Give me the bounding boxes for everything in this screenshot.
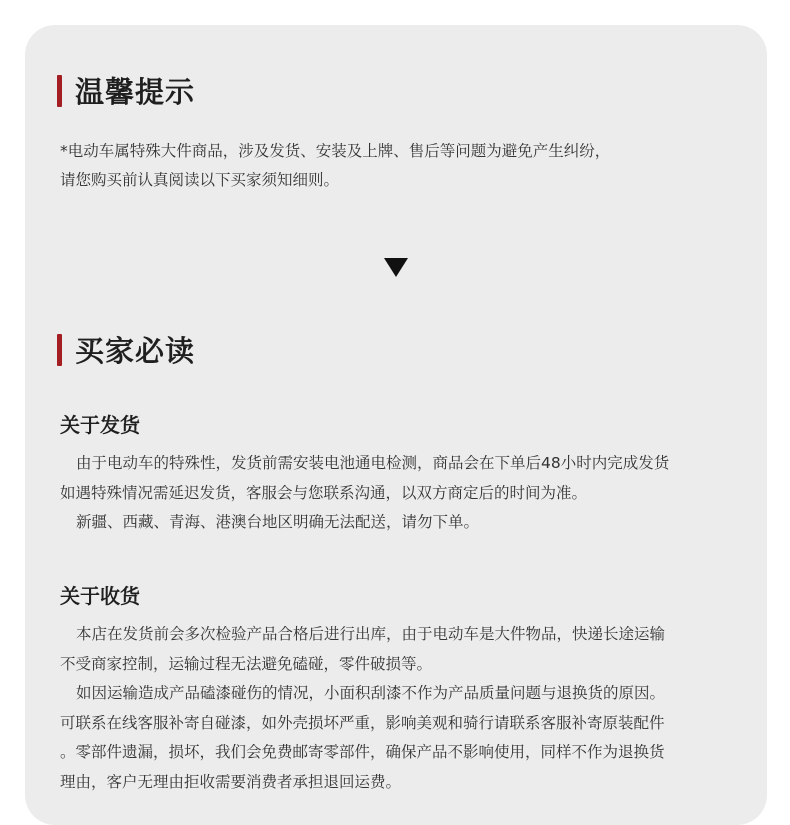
- notice-heading: [57, 70, 195, 111]
- triangle-down-icon: [384, 258, 408, 277]
- shipping-heading: 关于发货: [60, 413, 140, 437]
- shipping-line: 由于电动车的特殊性，发货前需安装电池通电检测，商品会在下单后48小时内完成发货: [76, 454, 670, 472]
- notice-title: 温馨提示: [75, 75, 196, 109]
- receiving-heading: 关于收货: [60, 584, 140, 608]
- receiving-line: 。零部件遗漏，损坏，我们会免费邮寄零部件，确保产品不影响使用，同样不作为退换货: [60, 743, 665, 761]
- notice-text: [60, 137, 740, 195]
- shipping-line: 如遇特殊情况需延迟发货，客服会与您联系沟通，以双方商定后的时间为准。: [60, 483, 588, 502]
- receiving-line: 不受商家控制，运输过程无法避免磕碰，零件破损等。: [60, 654, 433, 673]
- accent-bar: [57, 334, 62, 366]
- shipping-text: [60, 449, 750, 538]
- must-read-title: 买家必读: [75, 334, 196, 368]
- shipping-line: 新疆、西藏、青海、港澳台地区明确无法配送，请勿下单。: [76, 513, 480, 531]
- notice-line: 请您购买前认真阅读以下买家须知细则。: [60, 171, 340, 189]
- receiving-line: 理由，客户无理由拒收需要消费者承担退回运费。: [60, 772, 402, 791]
- receiving-text: [60, 620, 750, 797]
- accent-bar: [57, 75, 62, 107]
- receiving-line: 本店在发货前会多次检验产品合格后进行出库，由于电动车是大件物品，快递长途运输: [76, 625, 666, 643]
- receiving-line: 可联系在线客服补寄自碰漆，如外壳损坏严重，影响美观和骑行请联系客服补寄原装配件: [60, 713, 665, 732]
- notice-line: *电动车属特殊大件商品，涉及发货、安装及上牌、售后等问题为避免产生纠纷，: [60, 142, 611, 160]
- must-read-heading: [57, 329, 195, 370]
- receiving-line: 如因运输造成产品磕漆碰伤的情况，小面积刮漆不作为产品质量问题与退换货的原因。: [76, 684, 666, 702]
